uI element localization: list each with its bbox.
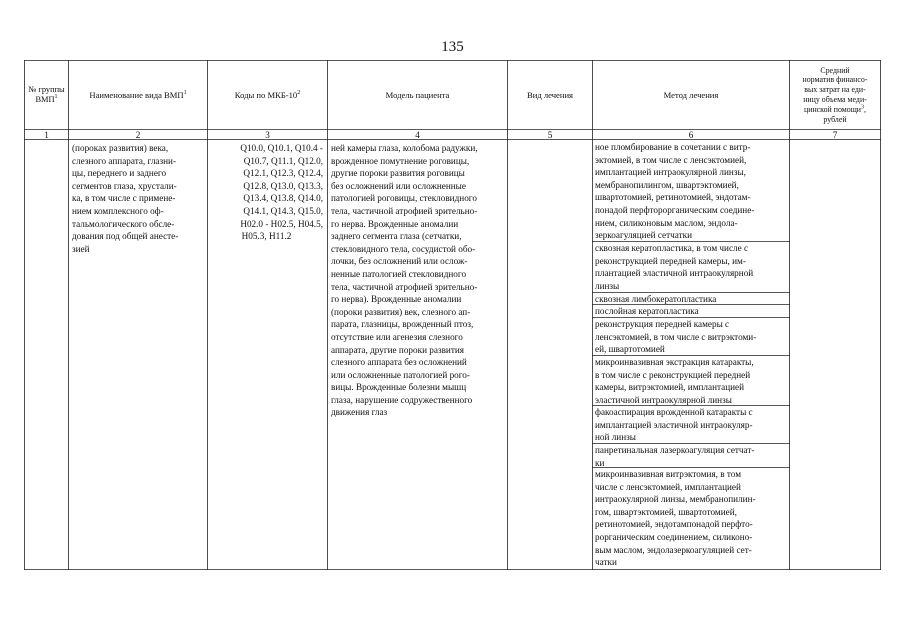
vmp-name-cell <box>72 142 178 255</box>
text-line: (пороки развития) век, слезного ап- <box>331 306 471 317</box>
header-cost-line: ницу объема меди- <box>803 95 867 104</box>
text-line: сегментов глаза, хрустали- <box>72 180 177 191</box>
text-line: Q12.8, Q13.0, Q13.3, <box>243 180 323 191</box>
text-line: отсутствие или агенезия слезного <box>331 331 463 342</box>
method-item <box>595 141 754 242</box>
text-line: панретинальная лазеркоагуляция сетчат- <box>595 445 755 455</box>
text-line: дования под общей анесте- <box>72 231 179 242</box>
text-line: ленсэктомией, в том числе с витрэктоми- <box>595 331 757 342</box>
text-line: зеркоагуляцией сетчатки <box>595 230 693 241</box>
text-line: реконструкцией передней камеры, им- <box>595 255 746 266</box>
header-group-number-text: № группы ВМП <box>28 84 65 104</box>
text-line: H05.3, H11.2 <box>241 231 292 242</box>
header-cost-line: вых затрат на еди- <box>804 85 866 95</box>
text-line: Q10.0, Q10.1, Q10.4 - <box>240 143 323 153</box>
text-line: цы, переднего и заднего <box>72 168 167 179</box>
text-line: понадой перфторорганическим соедине- <box>595 204 755 215</box>
text-line: ной линзы <box>595 432 636 443</box>
method-item <box>595 293 716 306</box>
header-icd-codes-text: Коды по МКБ-10 <box>234 89 298 100</box>
text-line: рорганическим соединением, силиконо- <box>595 531 753 542</box>
header-vmp-name-text: Наименование вида ВМП <box>89 89 184 100</box>
text-line: ное пломбирование в сочетании с витр- <box>595 142 751 152</box>
text-line: Q13.4, Q13.8, Q14.0, <box>243 193 323 204</box>
text-line: тела, частичной атрофией зрительно- <box>331 205 478 216</box>
column-number: 6 <box>688 130 694 140</box>
text-line: эктомией, в том числе с ленсэктомией, <box>595 154 747 165</box>
text-line: факоаспирация врожденной катаракты с <box>595 407 753 417</box>
icd-codes-cell <box>210 142 325 243</box>
text-line: без осложнений или осложненные <box>331 180 466 191</box>
text-line: парата, глазницы, врожденный птоз, <box>331 319 474 330</box>
text-line: сквозная лимбокератопластика <box>595 294 717 304</box>
text-line: слезного аппарата без осложнений <box>331 357 467 368</box>
text-line: ненные патологией стекловидного <box>331 268 467 279</box>
text-line: го нерва). Врожденные аномалии <box>331 294 462 305</box>
header-vmp-name <box>69 62 207 128</box>
text-line: заднего сегмента глаза (сетчатки, <box>331 231 462 242</box>
text-line: слезного аппарата, глазни- <box>72 155 177 166</box>
text-line: гом, швартэктомией, швартотомией, <box>595 506 737 517</box>
text-line: Q12.1, Q12.3, Q12.4, <box>243 168 323 179</box>
text-line: чатки <box>595 557 617 568</box>
header-group-number <box>25 62 68 128</box>
header-patient-model: Модель пациента <box>385 89 450 100</box>
text-line: ней камеры глаза, колобома радужки, <box>331 143 478 153</box>
text-line: нием комплексного оф- <box>72 205 164 216</box>
text-line: нием, силиконовым маслом, эндола- <box>595 217 738 228</box>
text-line: ки <box>595 457 605 468</box>
text-line: (пороках развития) века, <box>72 143 169 153</box>
text-line: мембранопилингом, швартэктомией, <box>595 179 739 190</box>
text-line: ей, швартотомией <box>595 344 665 355</box>
header-cost-standard: Средний норматив финансо- вых затрат на еди- ницу объема меди- цинской помощи$^3$, рублей <box>802 65 868 124</box>
method-item <box>595 444 754 469</box>
text-line: швартотомией, ретинотомией, эндотам- <box>595 192 751 203</box>
text-line: ретинотомией, эндотампонадой перфто- <box>595 519 753 530</box>
text-line: H02.0 - H02.5, H04.5, <box>240 218 323 229</box>
text-line: патологией роговицы, стекловидного <box>331 193 477 204</box>
text-line: врожденное помутнение роговицы, <box>331 155 470 166</box>
text-line: числе с ленсэктомией, имплантацией <box>595 481 741 492</box>
text-line: микроинвазивная витрэктомия, в том <box>595 469 742 479</box>
method-item <box>595 468 756 569</box>
text-line: послойная кератопластика <box>595 306 699 316</box>
text-line: сквозная кератопластика, в том числе с <box>595 243 749 253</box>
method-item <box>595 318 756 356</box>
text-line: в том числе с реконструкцией передней <box>595 369 751 380</box>
text-line: интраокулярной линзы, мембранопилин- <box>595 494 756 505</box>
header-cost-line: цинской помощи <box>804 104 861 114</box>
text-line: реконструкция передней камеры с <box>595 319 730 329</box>
header-cost-line: норматив финансо- <box>802 75 868 85</box>
text-line: глаза, нарушение содружественного <box>331 394 473 405</box>
column-number: 1 <box>44 130 49 140</box>
method-item <box>595 356 754 406</box>
patient-model-cell <box>331 142 478 419</box>
column-number: 5 <box>547 130 553 140</box>
text-line: ка, в том числе с примене- <box>72 193 176 204</box>
text-line: имплантацией эластичной интраокуляр- <box>595 419 753 430</box>
text-line: лочки, без осложнений или ослож- <box>331 256 468 267</box>
text-line: тела, частичной атрофией зрительно- <box>331 281 478 292</box>
text-line: движения глаз <box>331 407 388 418</box>
text-line: линзы <box>595 280 620 291</box>
column-number: 3 <box>265 130 270 140</box>
header-footnote-mark: 1 <box>54 94 58 101</box>
text-line: вым маслом, эндолазеркоагуляцией сет- <box>595 544 752 555</box>
header-treatment-type: Вид лечения <box>526 89 574 100</box>
vmp-table <box>24 60 881 570</box>
header-cost-line: рублей <box>823 114 847 124</box>
text-line: другие пороки развития роговицы <box>331 168 465 179</box>
header-footnote-mark: 1 <box>183 89 187 96</box>
column-number: 2 <box>135 130 141 140</box>
column-number: 7 <box>832 130 838 140</box>
text-line: эластичной интраокулярной линзы <box>595 394 732 405</box>
column-number: 4 <box>415 130 420 140</box>
text-line: плантацией эластичной интраокулярной <box>595 268 754 279</box>
method-item <box>595 242 753 292</box>
header-footnote-mark: 2 <box>297 89 301 96</box>
header-icd-codes <box>208 62 327 128</box>
text-line: или осложненные патологией рого- <box>331 369 470 380</box>
page-number: 135 <box>441 39 464 55</box>
header-footnote-mark: 3 <box>861 104 864 111</box>
text-line: аппарата, другие пороки развития <box>331 344 464 355</box>
method-item <box>595 305 699 318</box>
text-line: Q14.1, Q14.3, Q15.0, <box>243 205 323 216</box>
text-line: микроинвазивная экстракция катаракты, <box>595 357 754 367</box>
text-line: стекловидного тела, сосудистой обо- <box>331 243 476 254</box>
text-line: имплантацией интраокулярной линзы, <box>595 167 746 178</box>
text-line: зией <box>72 243 90 254</box>
method-item <box>595 406 753 444</box>
text-line: камеры, витрэктомией, имплантацией <box>595 382 745 393</box>
text-line: Q10.7, Q11.1, Q12.0, <box>243 155 323 166</box>
header-treatment-method: Метод лечения <box>663 89 719 100</box>
text-line: тальмологического обсле- <box>72 218 175 229</box>
header-cost-line: Средний <box>820 65 850 75</box>
text-line: вицы. Врожденные болезни мышц <box>331 382 467 393</box>
text-line: го нерва. Врожденные аномалии <box>331 218 459 229</box>
